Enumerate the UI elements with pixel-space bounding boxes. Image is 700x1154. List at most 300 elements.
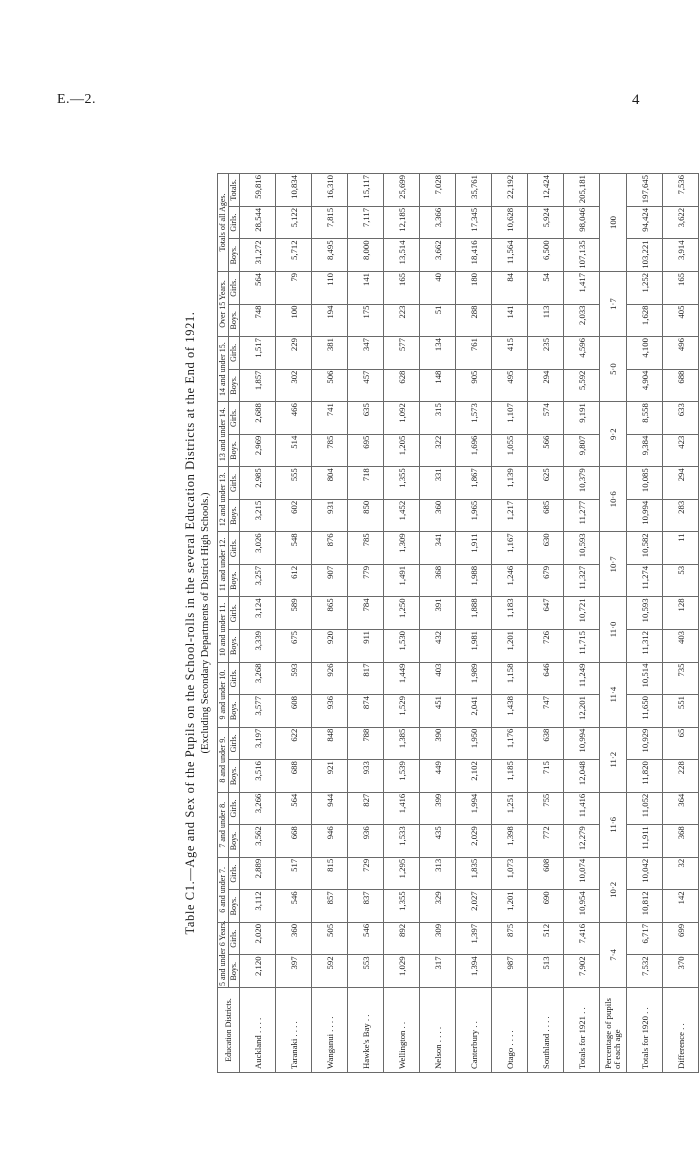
table-cell: 577 [384,337,420,370]
table-cell: 1,246 [492,564,528,597]
row-label: Southland . . . . [528,988,564,1073]
table-cell: 11 [663,532,699,565]
table-cell: 2,027 [456,890,492,923]
table-cell: 1,628 [627,304,663,337]
table-cell: 772 [528,825,564,858]
table-cell: 302 [276,369,312,402]
table-cell: 390 [420,727,456,760]
table-cell: 466 [276,402,312,435]
age-group-header: Over 15 Years. [218,271,229,336]
table-cell: 931 [312,499,348,532]
row-label: Otago . . . . [492,988,528,1073]
table-cell: 1,201 [492,890,528,923]
table-cell: 79 [276,271,312,304]
table-cell: 827 [348,792,384,825]
boys-column-header: Boys. [229,304,240,337]
table-cell: 457 [348,369,384,402]
table-cell: 1,183 [492,597,528,630]
table-cell: 10,379 [564,467,600,500]
table-cell: 11,277 [564,499,600,532]
table-cell: 223 [384,304,420,337]
table-cell: 2,041 [456,695,492,728]
row-label: Nelson . . . . [420,988,456,1073]
table-cell: 1,398 [492,825,528,858]
table-cell: 911 [348,629,384,662]
age-group-header: 14 and under 15. [218,337,229,402]
table-cell: 59,816 [240,174,276,207]
table-cell: 10,628 [492,206,528,239]
table-cell: 31,272 [240,239,276,272]
table-cell: 3,257 [240,564,276,597]
table-cell: 11,274 [627,564,663,597]
girls-column-header: Girls. [229,792,240,825]
rotated-table-block [175,173,700,1073]
table-cell: 1,309 [384,532,420,565]
table-cell: 1,205 [384,434,420,467]
table-cell: 8,000 [348,239,384,272]
row-label: Auckland . . . . [240,988,276,1073]
boys-column-header: Boys. [229,499,240,532]
table-cell: 110 [312,271,348,304]
table-cell: 688 [276,760,312,793]
boys-column-header: Boys. [229,760,240,793]
percentage-cell: 11·4 [600,662,627,727]
difference-row [663,174,699,1073]
table-cell: 194 [312,304,348,337]
boys-column-header: Boys. [229,890,240,923]
table-cell: 313 [420,857,456,890]
age-group-header: 10 and under 11. [218,597,229,662]
table-cell: 905 [456,369,492,402]
table-cell: 815 [312,857,348,890]
table-cell: 566 [528,434,564,467]
table-cell: 12,185 [384,206,420,239]
row-label: Canterbury . . [456,988,492,1073]
table-cell: 180 [456,271,492,304]
age-sex-table [217,173,699,1073]
table-cell: 2,029 [456,825,492,858]
table-cell: 11,911 [627,825,663,858]
table-cell: 368 [663,825,699,858]
table-cell: 12,048 [564,760,600,793]
table-cell: 5,924 [528,206,564,239]
table-cell: 391 [420,597,456,630]
table-cell: 1,533 [384,825,420,858]
table-cell: 633 [663,402,699,435]
table-cell: 1,252 [627,271,663,304]
table-cell: 622 [276,727,312,760]
row-label: Hawke's Bay . . [348,988,384,1073]
table-cell: 368 [420,564,456,597]
table-cell: 15,117 [348,174,384,207]
table-cell: 3,026 [240,532,276,565]
table-cell: 397 [276,955,312,988]
table-cell: 3,622 [663,206,699,239]
table-cell: 675 [276,629,312,662]
row-label: Taranaki . . . . [276,988,312,1073]
table-cell: 517 [276,857,312,890]
table-cell: 17,345 [456,206,492,239]
table-cell: 8,495 [312,239,348,272]
table-cell: 1,452 [384,499,420,532]
table-cell: 1,417 [564,271,600,304]
table-cell: 3,516 [240,760,276,793]
table-cell: 141 [492,304,528,337]
table-cell: 100 [276,304,312,337]
table-cell: 817 [348,662,384,695]
table-cell: 630 [528,532,564,565]
table-cell: 1,185 [492,760,528,793]
table-cell: 2,020 [240,922,276,955]
girls-column-header: Girls. [229,402,240,435]
table-cell: 22,192 [492,174,528,207]
table-cell: 11,249 [564,662,600,695]
table-cell: 1,092 [384,402,420,435]
table-cell: 134 [420,337,456,370]
girls-column-header: Girls. [229,337,240,370]
table-cell: 148 [420,369,456,402]
table-cell: 7,416 [564,922,600,955]
table-cell: 10,514 [627,662,663,695]
table-cell: 3,562 [240,825,276,858]
percentage-cell: 10·2 [600,857,627,922]
table-cell: 451 [420,695,456,728]
table-cell: 11,416 [564,792,600,825]
page-left-header: E.—2. [57,92,97,107]
table-cell: 415 [492,337,528,370]
table-cell: 197,645 [627,174,663,207]
table-cell: 1,167 [492,532,528,565]
table-cell: 850 [348,499,384,532]
table-cell: 1,355 [384,890,420,923]
percentage-cell: 10·6 [600,467,627,532]
percentage-cell: 7·4 [600,922,627,987]
table-cell: 360 [420,499,456,532]
district-column-header: Education Districts. [218,988,240,1073]
girls-column-header: Girls. [229,532,240,565]
table-cell: 1,835 [456,857,492,890]
table-cell: 548 [276,532,312,565]
table-cell: 13,514 [384,239,420,272]
table-cell: 309 [420,922,456,955]
table-cell: 784 [348,597,384,630]
row-label: Wanganui . . . . [312,988,348,1073]
table-cell: 506 [312,369,348,402]
table-cell: 329 [420,890,456,923]
table-cell: 741 [312,402,348,435]
table-cell: 3,112 [240,890,276,923]
table-cell: 12,201 [564,695,600,728]
table-cell: 403 [420,662,456,695]
table-cell: 142 [663,890,699,923]
table-cell: 1,251 [492,792,528,825]
percentage-cell: 11·0 [600,597,627,662]
totals-column-header: Totals. [229,174,240,207]
table-cell: 11,564 [492,239,528,272]
table-cell: 141 [348,271,384,304]
boys-column-header: Boys. [229,825,240,858]
table-cell: 113 [528,304,564,337]
table-cell: 936 [348,825,384,858]
table-cell: 514 [276,434,312,467]
percentage-cell: 1·7 [600,271,627,336]
girls-column-header: Girls. [229,727,240,760]
table-cell: 679 [528,564,564,597]
page-number: 4 [632,92,640,108]
table-cell: 513 [528,955,564,988]
table-cell: 1,029 [384,955,420,988]
table-cell: 10,042 [627,857,663,890]
table-cell: 10,721 [564,597,600,630]
age-group-header: 6 and under 7. [218,857,229,922]
table-cell: 128 [663,597,699,630]
table-cell: 10,834 [276,174,312,207]
table-cell: 933 [348,760,384,793]
table-cell: 5,592 [564,369,600,402]
table-cell: 103,221 [627,239,663,272]
percentage-cell: 10·7 [600,532,627,597]
table-cell: 6,717 [627,922,663,955]
percentage-cell: 9·2 [600,402,627,467]
girls-column-header: Girls. [229,271,240,304]
table-cell: 6,500 [528,239,564,272]
table-cell: 5,712 [276,239,312,272]
table-cell: 2,102 [456,760,492,793]
table-cell: 748 [240,304,276,337]
table-cell: 3,268 [240,662,276,695]
district-row [312,174,348,1073]
table-cell: 646 [528,662,564,695]
table-cell: 51 [420,304,456,337]
table-cell: 11,820 [627,760,663,793]
girls-column-header: Girls. [229,597,240,630]
table-cell: 11,052 [627,792,663,825]
table-cell: 1,295 [384,857,420,890]
table-cell: 1,529 [384,695,420,728]
table-cell: 94,424 [627,206,663,239]
table-cell: 876 [312,532,348,565]
age-group-header: Totals of all Ages. [218,174,229,272]
table-cell: 11,715 [564,629,600,662]
table-cell: 726 [528,629,564,662]
table-cell: 84 [492,271,528,304]
table-cell: 317 [420,955,456,988]
table-cell: 3,914 [663,239,699,272]
district-row [528,174,564,1073]
row-label: Difference . . [663,988,699,1073]
table-cell: 685 [528,499,564,532]
table-cell: 1,176 [492,727,528,760]
table-cell: 10,085 [627,467,663,500]
table-cell: 602 [276,499,312,532]
table-cell: 341 [420,532,456,565]
table-cell: 10,994 [564,727,600,760]
table-cell: 347 [348,337,384,370]
table-cell: 2,969 [240,434,276,467]
table-cell: 4,596 [564,337,600,370]
age-group-header: 8 and under 9. [218,727,229,792]
table-cell: 857 [312,890,348,923]
table-cell: 635 [348,402,384,435]
district-row [348,174,384,1073]
age-group-header: 13 and under 14. [218,402,229,467]
percentage-cell: 11·2 [600,727,627,792]
table-cell: 936 [312,695,348,728]
boys-column-header: Boys. [229,564,240,597]
table-cell: 747 [528,695,564,728]
table-cell: 2,889 [240,857,276,890]
table-cell: 647 [528,597,564,630]
table-cell: 1,530 [384,629,420,662]
table-cell: 288 [456,304,492,337]
table-cell: 2,688 [240,402,276,435]
row-label: Totals for 1920 . . [627,988,663,1073]
table-cell: 175 [348,304,384,337]
table-cell: 9,807 [564,434,600,467]
table-cell: 1,139 [492,467,528,500]
table-cell: 761 [456,337,492,370]
table-cell: 688 [663,369,699,402]
table-cell: 1,911 [456,532,492,565]
table-cell: 699 [663,922,699,955]
percentage-row [600,174,627,1073]
table-cell: 7,117 [348,206,384,239]
table-cell: 228 [663,760,699,793]
table-cell: 1,055 [492,434,528,467]
table-cell: 628 [384,369,420,402]
table-cell: 229 [276,337,312,370]
girls-column-header: Girls. [229,922,240,955]
table-cell: 1,517 [240,337,276,370]
table-cell: 405 [663,304,699,337]
table-cell: 7,536 [663,174,699,207]
table-cell: 1,888 [456,597,492,630]
table-cell: 9,191 [564,402,600,435]
table-cell: 1,994 [456,792,492,825]
table-cell: 8,558 [627,402,663,435]
percentage-cell: 11·6 [600,792,627,857]
table-cell: 16,310 [312,174,348,207]
table-cell: 65 [663,727,699,760]
table-cell: 574 [528,402,564,435]
table-cell: 1,989 [456,662,492,695]
table-cell: 804 [312,467,348,500]
table-cell: 926 [312,662,348,695]
table-cell: 10,994 [627,499,663,532]
table-cell: 564 [240,271,276,304]
table-cell: 874 [348,695,384,728]
table-cell: 1,950 [456,727,492,760]
table-cell: 3,215 [240,499,276,532]
table-cell: 32 [663,857,699,890]
table-cell: 3,266 [240,792,276,825]
table-cell: 205,181 [564,174,600,207]
district-row [384,174,420,1073]
table-cell: 2,985 [240,467,276,500]
table-cell: 5,122 [276,206,312,239]
table-cell: 1,438 [492,695,528,728]
district-row [420,174,456,1073]
table-cell: 165 [384,271,420,304]
table-cell: 98,046 [564,206,600,239]
table-cell: 1,573 [456,402,492,435]
table-cell: 592 [312,955,348,988]
table-cell: 370 [663,955,699,988]
district-row [276,174,312,1073]
girls-column-header: Girls. [229,206,240,239]
table-cell: 1,539 [384,760,420,793]
table-cell: 7,902 [564,955,600,988]
table-cell: 235 [528,337,564,370]
boys-column-header: Boys. [229,955,240,988]
table-cell: 892 [384,922,420,955]
table-cell: 638 [528,727,564,760]
boys-column-header: Boys. [229,369,240,402]
table-cell: 848 [312,727,348,760]
percentage-cell: 5·0 [600,337,627,402]
table-cell: 403 [663,629,699,662]
table-cell: 294 [528,369,564,402]
table-cell: 10,074 [564,857,600,890]
table-cell: 729 [348,857,384,890]
table-cell: 1,988 [456,564,492,597]
table-cell: 987 [492,955,528,988]
table-cell: 2,033 [564,304,600,337]
row-label: Percentage of pupils of each age [600,988,627,1073]
table-cell: 283 [663,499,699,532]
table-cell: 564 [276,792,312,825]
table-cell: 1,385 [384,727,420,760]
table-cell: 1,416 [384,792,420,825]
table-cell: 10,593 [627,597,663,630]
table-cell: 1,158 [492,662,528,695]
age-group-header: 11 and under 12. [218,532,229,597]
table-cell: 331 [420,467,456,500]
totals-1921-row [564,174,600,1073]
table-cell: 785 [348,532,384,565]
table-cell: 10,929 [627,727,663,760]
table-cell: 496 [663,337,699,370]
table-cell: 589 [276,597,312,630]
district-row [456,174,492,1073]
row-label: Totals for 1921 . . [564,988,600,1073]
age-group-header: 9 and under 10. [218,662,229,727]
age-group-header: 5 and under 6 Years. [218,920,227,986]
table-cell: 11,650 [627,695,663,728]
table-cell: 1,073 [492,857,528,890]
age-group-header: 7 and under 8. [218,792,229,857]
table-cell: 946 [312,825,348,858]
table-cell: 3,197 [240,727,276,760]
table-cell: 3,366 [420,206,456,239]
table-cell: 875 [492,922,528,955]
boys-column-header: Boys. [229,695,240,728]
table-cell: 432 [420,629,456,662]
table-cell: 165 [663,271,699,304]
table-cell: 10,582 [627,532,663,565]
table-cell: 1,201 [492,629,528,662]
table-cell: 360 [276,922,312,955]
table-cell: 546 [348,922,384,955]
table-cell: 11,327 [564,564,600,597]
table-cell: 54 [528,271,564,304]
table-cell: 555 [276,467,312,500]
table-cell: 779 [348,564,384,597]
table-cell: 3,662 [420,239,456,272]
table-cell: 53 [663,564,699,597]
table-cell: 788 [348,727,384,760]
table-cell: 553 [348,955,384,988]
